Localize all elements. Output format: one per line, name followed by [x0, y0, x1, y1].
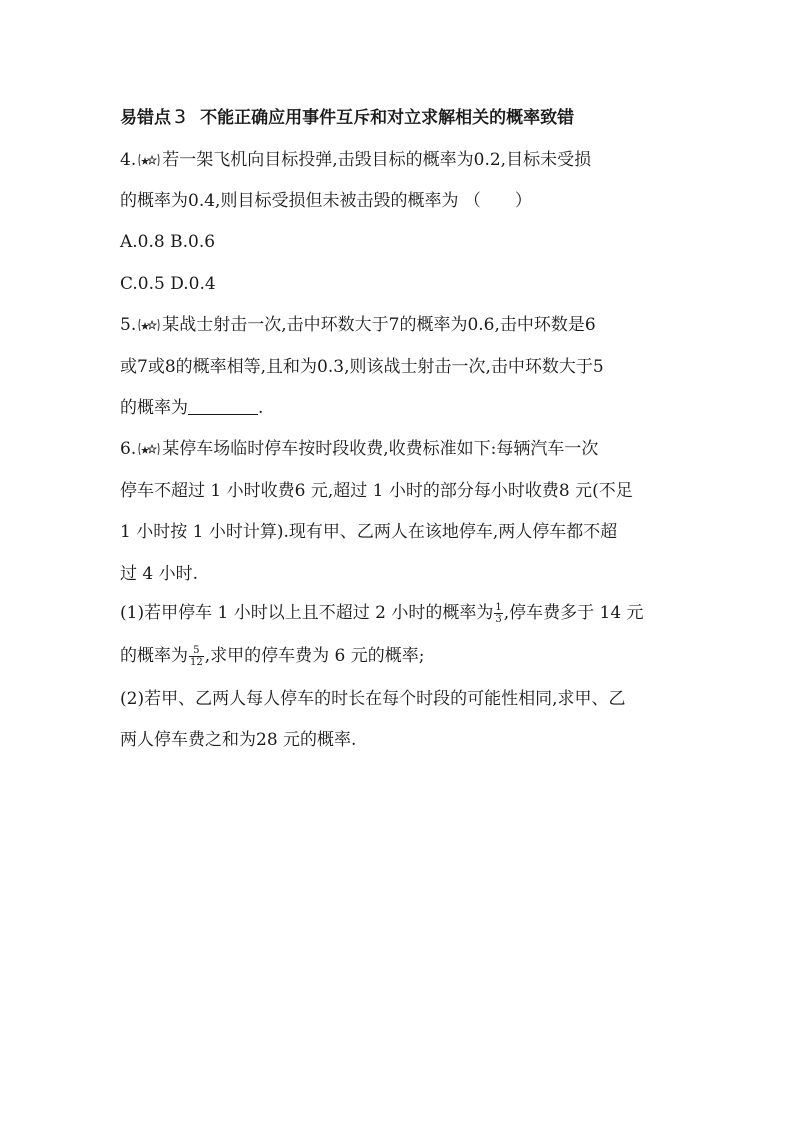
- q6-part2-line-1: [120, 688, 625, 710]
- q6-part1-line-1: [120, 602, 644, 625]
- q6-part1-text-2-pre: 的概率为: [120, 646, 188, 666]
- heading-label: 易错点: [120, 108, 171, 128]
- fraction-denominator: 12: [190, 657, 203, 668]
- fraction-five-twelfths: [189, 645, 204, 668]
- q4-number: 4.: [120, 150, 137, 170]
- q6-part1-text-2-post: ,求甲的停车费为 6 元的概率;: [204, 646, 425, 666]
- q6-text-2: 停车不超过 1 小时收费6 元,超过 1 小时的部分每小时收费8 元(不足: [120, 481, 633, 501]
- q6-text-1: 某停车场临时停车按时段收费,收费标准如下:每辆汽车一次: [162, 439, 599, 459]
- q6-part2-line-2: [120, 729, 356, 751]
- difficulty-stars-icon: [138, 316, 160, 338]
- q4-options-ab-text: A.0.8 B.0.6: [120, 232, 216, 252]
- q6-number: 6.: [120, 439, 137, 459]
- q6-part1-line-2: [120, 645, 425, 668]
- q6-text-4: 过 4 小时.: [120, 564, 199, 584]
- q6-part1-text-1-post: ,停车费多于 14 元: [503, 603, 644, 623]
- q6-line-3: [120, 521, 617, 543]
- heading-number: 3: [174, 106, 187, 128]
- q6-text-3: 1 小时按 1 小时计算).现有甲、乙两人在该地停车,两人停车都不超: [120, 522, 618, 542]
- q6-line-4: [120, 563, 198, 585]
- q6-line-1: [120, 438, 598, 462]
- q5-text-2: 或7或8的概率相等,且和为0.3,则该战士射击一次,击中环数大于5: [120, 357, 604, 377]
- q5-line-3: [120, 397, 263, 419]
- section-heading: [120, 106, 574, 129]
- q5-text-3-pre: 的概率为: [120, 398, 188, 418]
- q4-options-cd: [120, 273, 216, 295]
- fraction-numerator: 5: [193, 645, 200, 656]
- q6-part1-text-1-pre: (1)若甲停车 1 小时以上且不超过 2 小时的概率为: [120, 603, 494, 623]
- fraction-one-third: [494, 602, 502, 625]
- fraction-denominator: 3: [495, 614, 502, 625]
- answer-blank[interactable]: [188, 398, 258, 415]
- q5-line-1: [120, 314, 596, 338]
- heading-title: 不能正确应用事件互斥和对立求解相关的概率致错: [200, 108, 575, 128]
- q5-number: 5.: [120, 315, 137, 335]
- fraction-numerator: 1: [495, 602, 502, 613]
- difficulty-stars-icon: [138, 151, 160, 173]
- q5-text-1: 某战士射击一次,击中环数大于7的概率为0.6,击中环数是6: [162, 315, 596, 335]
- q4-line-2: [120, 190, 532, 212]
- q4-options-cd-text: C.0.5 D.0.4: [120, 274, 216, 294]
- q4-text-1: 若一架飞机向目标投弹,击毁目标的概率为0.2,目标未受损: [162, 150, 592, 170]
- difficulty-stars-icon: [138, 440, 160, 462]
- q6-part2-text-1: (2)若甲、乙两人每人停车的时长在每个时段的可能性相同,求甲、乙: [120, 689, 626, 709]
- q4-line-1: [120, 149, 591, 173]
- q6-part2-text-2: 两人停车费之和为28 元的概率.: [120, 730, 357, 750]
- q6-line-2: [120, 480, 633, 502]
- q4-text-2: 的概率为0.4,则目标受损但未被击毁的概率为 （ ）: [120, 191, 532, 211]
- q5-text-3-post: .: [258, 398, 264, 418]
- q5-line-2: [120, 356, 604, 378]
- q4-options-ab: [120, 231, 215, 253]
